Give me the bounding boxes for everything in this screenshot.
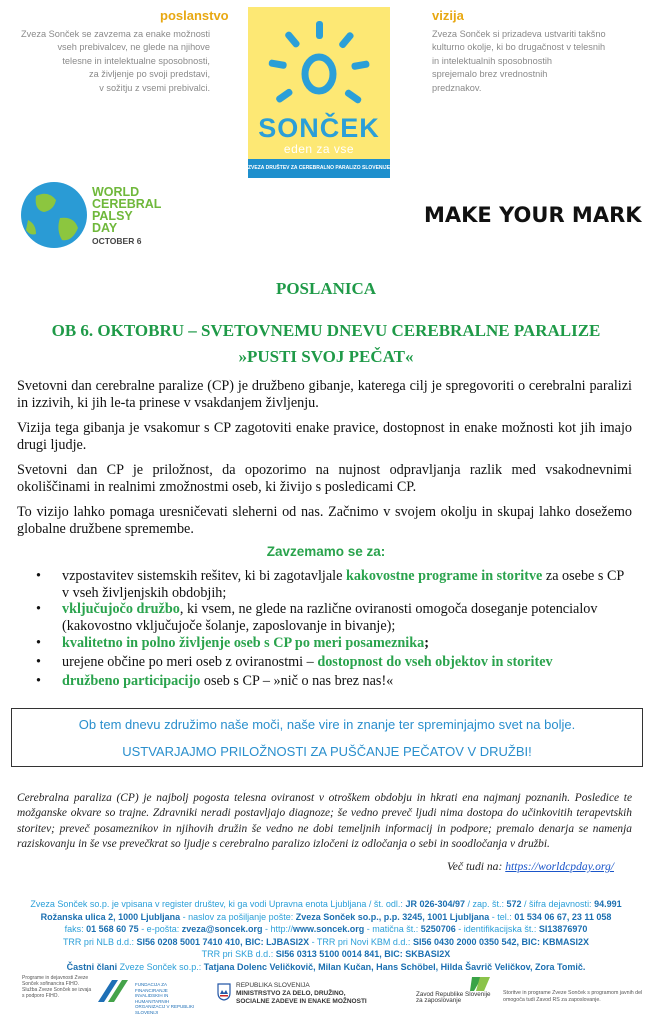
footer-line: [0, 961, 652, 974]
item-text: , ki vsem, ne glede na različne oviranosti omogoča doseganje potencialov (kakovostno vključujoče šolanje, zaposlovanje in bivanje);: [62, 601, 598, 634]
footer-text: Zveze Sonček so.p.:: [117, 961, 204, 972]
mission-line: Zveza Sonček se zavzema za enake možnosti: [21, 29, 210, 39]
footer-value: Rožanska ulica 2, 1000 Ljubljana: [40, 911, 181, 922]
zrsz-label: Zavod Republike Slovenije za zaposlovanje: [416, 991, 491, 1004]
item-text: za osebe s CP v vseh življenjskih obdobjih;: [62, 568, 624, 601]
wcpd-line: DAY: [92, 221, 118, 235]
vision-line: in intelektualnih sposobnostih: [432, 55, 553, 66]
footer-text: - naslov za pošiljanje pošte:: [180, 911, 296, 922]
item-highlight: vključujočo družbo: [62, 601, 180, 617]
zrsz-note: Storitve in programe Zveze Sonček s programom javnih del omogoča tudi Zavod RS za zaposlovanje.: [503, 990, 643, 1003]
wcpd-line: CEREBRAL: [92, 197, 162, 211]
ministry-label: [236, 982, 416, 1006]
mission-line: vseh prebivalcev, ne glede na njihove: [57, 42, 210, 53]
make-your-mark-logo: MAKE YOUR MARK: [424, 203, 642, 227]
list-item: [32, 568, 632, 601]
footer-value: SI56 0430 2000 0350 542, BIC: KBMASI2X: [412, 936, 590, 947]
wcpd-line: WORLD: [92, 185, 140, 199]
mission-line: telesne in intelektualne sposobnosti,: [62, 55, 210, 66]
item-highlight: družbeno participacijo: [62, 673, 201, 689]
box-slogan: USTVARJAJMO PRILOŽNOSTI ZA PUŠČANJE PEČATOV V DRUŽBI!: [122, 744, 532, 759]
footer-line: [0, 948, 652, 961]
pledge-list: [32, 568, 632, 692]
ministry-line: MINISTRSTVO ZA DELO, DRUŽINO,: [236, 990, 346, 997]
wcpd-logo-text: [92, 186, 161, 234]
pledge-title: Zavzemamo se za:: [266, 544, 386, 559]
footer-value: 01 568 60 75: [86, 924, 139, 934]
footer-value: 94.991: [594, 899, 622, 909]
footer-text: - identifikacijska št.:: [455, 924, 539, 934]
footer-value: 5250706: [420, 924, 456, 934]
soncek-name: SONČEK: [258, 113, 380, 143]
mission-line: za življenje po svoji predstavi,: [88, 69, 210, 80]
item-text: vzpostavitev sistemskih rešitev, ki bi zagotavljale: [62, 568, 346, 584]
list-item: [32, 635, 632, 654]
footer-text: / šifra dejavnosti:: [521, 899, 595, 909]
footer-value: JR 026-304/97: [405, 899, 465, 909]
mission-text: [14, 28, 210, 95]
list-item: [32, 673, 632, 692]
footer-value: SI56 0208 5001 7410 410, BIC: LJBASI2X: [136, 936, 310, 947]
vision-line: Zveza Sonček si prizadeva ustvariti takšno: [432, 29, 606, 39]
soncek-band: ZVEZA DRUŠTEV ZA CEREBRALNO PARALIZO SLOVENIJE: [248, 159, 390, 178]
paragraph-1: Svetovni dan cerebralne paralize (CP) je družbeno gibanje, katerega cilj je spregovoriti o cerebralni paralizi in izzivih, ki jih le-ta prinese v vsakdanjem življenju.: [17, 378, 632, 411]
footer-value: Častni člani: [66, 961, 118, 972]
item-text: urejene občine po meri oseb z oviranostmi –: [62, 654, 318, 670]
footer-value: Tatjana Dolenc Veličkovič, Milan Kučan, Hans Schöbel, Hilda Šavrič Veličkov, Zora Tomič.: [203, 961, 586, 972]
footer-value: Zveza Sonček so.p., p.p. 3245, 1001 Ljubljana: [295, 911, 490, 922]
footer-value: 572: [506, 899, 522, 909]
paragraph-3: Svetovni dan CP je priložnost, da opozorimo na nujnost odpravljanja razlik med vsakodnevnimi okoliščinami in realnimi zmožnostmi oseb, ki živijo s posledicami CP.: [17, 462, 632, 495]
footer-value: SI56 0313 5100 0014 841, BIC: SKBASI2X: [275, 949, 451, 959]
footer-value: 01 534 06 67, 23 11 058: [514, 911, 612, 922]
footer-website[interactable]: www.soncek.org: [293, 924, 365, 934]
item-highlight: dostopnost do vseh objektov in storitev: [317, 654, 553, 670]
heading-world-cp-day: OB 6. OKTOBRU – SVETOVNEMU DNEVU CEREBRALNE PARALIZE: [51, 321, 601, 340]
mission-title: poslanstvo: [160, 8, 229, 23]
worldcpday-link[interactable]: https://worldcpday.org/: [505, 860, 614, 873]
footer-line: [0, 936, 652, 949]
list-item: [32, 601, 632, 635]
soncek-logo: [248, 7, 390, 178]
footer-line: [0, 898, 652, 911]
footer-text: faks:: [64, 924, 87, 934]
item-text: oseb s CP – »nič o nas brez nas!«: [200, 673, 394, 689]
paragraph-2: Vizija tega gibanja je vsakomur s CP zagotoviti enake pravice, dostopnost in enake možnosti kot jih imajo drugi ljudje.: [17, 420, 632, 453]
mission-line: v sožitju z vsemi prebivalci.: [99, 82, 210, 93]
footer-value: SI13876970: [538, 924, 588, 934]
soncek-slogan: eden za vse: [283, 142, 355, 156]
paragraph-4: To vizijo lahko pomaga uresničevati sleherni od nas. Začnimo v svojem okolju in skupaj lahko dosežemo globalne družbene spremembe.: [17, 504, 632, 537]
footer-text: / zap. št.:: [464, 899, 507, 909]
vision-line: predznakov.: [432, 82, 482, 93]
wcpd-line: PALSY: [92, 209, 133, 223]
heading-poslanica: POSLANICA: [275, 279, 377, 298]
item-highlight: kvalitetno in polno življenje oseb s CP po meri posameznika: [62, 635, 425, 651]
vision-line: kulturno okolje, ki bo drugačnost v telesnih: [432, 42, 606, 53]
item-text: ;: [424, 635, 429, 651]
fiho-logo-icon: [96, 978, 130, 1004]
ministry-line: SOCIALNE ZADEVE IN ENAKE MOŽNOSTI: [236, 998, 367, 1005]
call-to-action-box: [11, 708, 643, 767]
vision-title: vizija: [432, 8, 464, 23]
item-highlight: kakovostne programe in storitve: [345, 568, 543, 584]
heading-pusti-svoj-pecat: »PUSTI SVOJ PEČAT«: [238, 347, 414, 366]
vision-line: sprejemalo brez vrednostnih: [432, 69, 548, 80]
list-item: [32, 654, 632, 673]
sun-icon: [248, 7, 390, 117]
footer-text: TRR pri SKB d.d.:: [201, 949, 276, 959]
footer-text: - e-pošta:: [138, 924, 182, 934]
coat-of-arms-icon: [217, 983, 231, 1001]
ministry-line: REPUBLIKA SLOVENIJA: [236, 982, 310, 989]
footer-line: [0, 923, 652, 936]
fiho-note: Programe in dejavnosti Zveze Sonček sofinancira FIHO. Služba Zveze Sonček se izvaja s podporo FIHO.: [22, 975, 92, 999]
footer-text: TRR pri NLB d.d.:: [62, 936, 137, 947]
more-label: Več tudi na:: [446, 860, 506, 873]
footer-text: - tel.:: [489, 911, 515, 922]
footer-text: Zveza Sonček so.p. je vpisana v register društev, ki ga vodi Upravna enota Ljubljana / št. odl.:: [30, 899, 406, 909]
cp-info-note: Cerebralna paraliza (CP) je najbolj pogosta telesna oviranost v otroškem obdobju in hkrati ena najmanj poznanih. Posledice te možganske okvare so trajne. Zdravniki neradi postavljajo diagnoze; še vedno preveč ljudi nima dostopa do učinkovitih terapevtskih storitev; preveč posameznikov in njihovih družin še vedno ne dobi temeljnih informacij in podpore; premalo denarja se namenja raziskovanju in še vse prevečkrat so ljudje s cerebralno paralizo izločeni iz odločanja o sebi in soodločanja v družbi.: [17, 792, 632, 850]
fiho-logo-text: FUNDACIJA ZA FINANCIRANJE INVALIDSKIH IN HUMANITARNIH ORGANIZACIJ V REPUBLIKI SLOVENIJI: [135, 982, 195, 1015]
wcpd-date: OCTOBER 6: [92, 236, 142, 246]
footer-text: - http://: [262, 924, 294, 934]
footer-text: - matična št.:: [364, 924, 421, 934]
footer: [0, 898, 652, 973]
footer-email[interactable]: zveza@soncek.org: [181, 924, 263, 934]
footer-line: [0, 911, 652, 924]
more-info: [447, 860, 614, 873]
footer-text: - TRR pri Novi KBM d.d.:: [309, 936, 413, 947]
box-message: Ob tem dnevu združimo naše moči, naše vire in znanje ter spreminjajmo svet na bolje.: [78, 717, 576, 732]
vision-text: [432, 28, 642, 95]
